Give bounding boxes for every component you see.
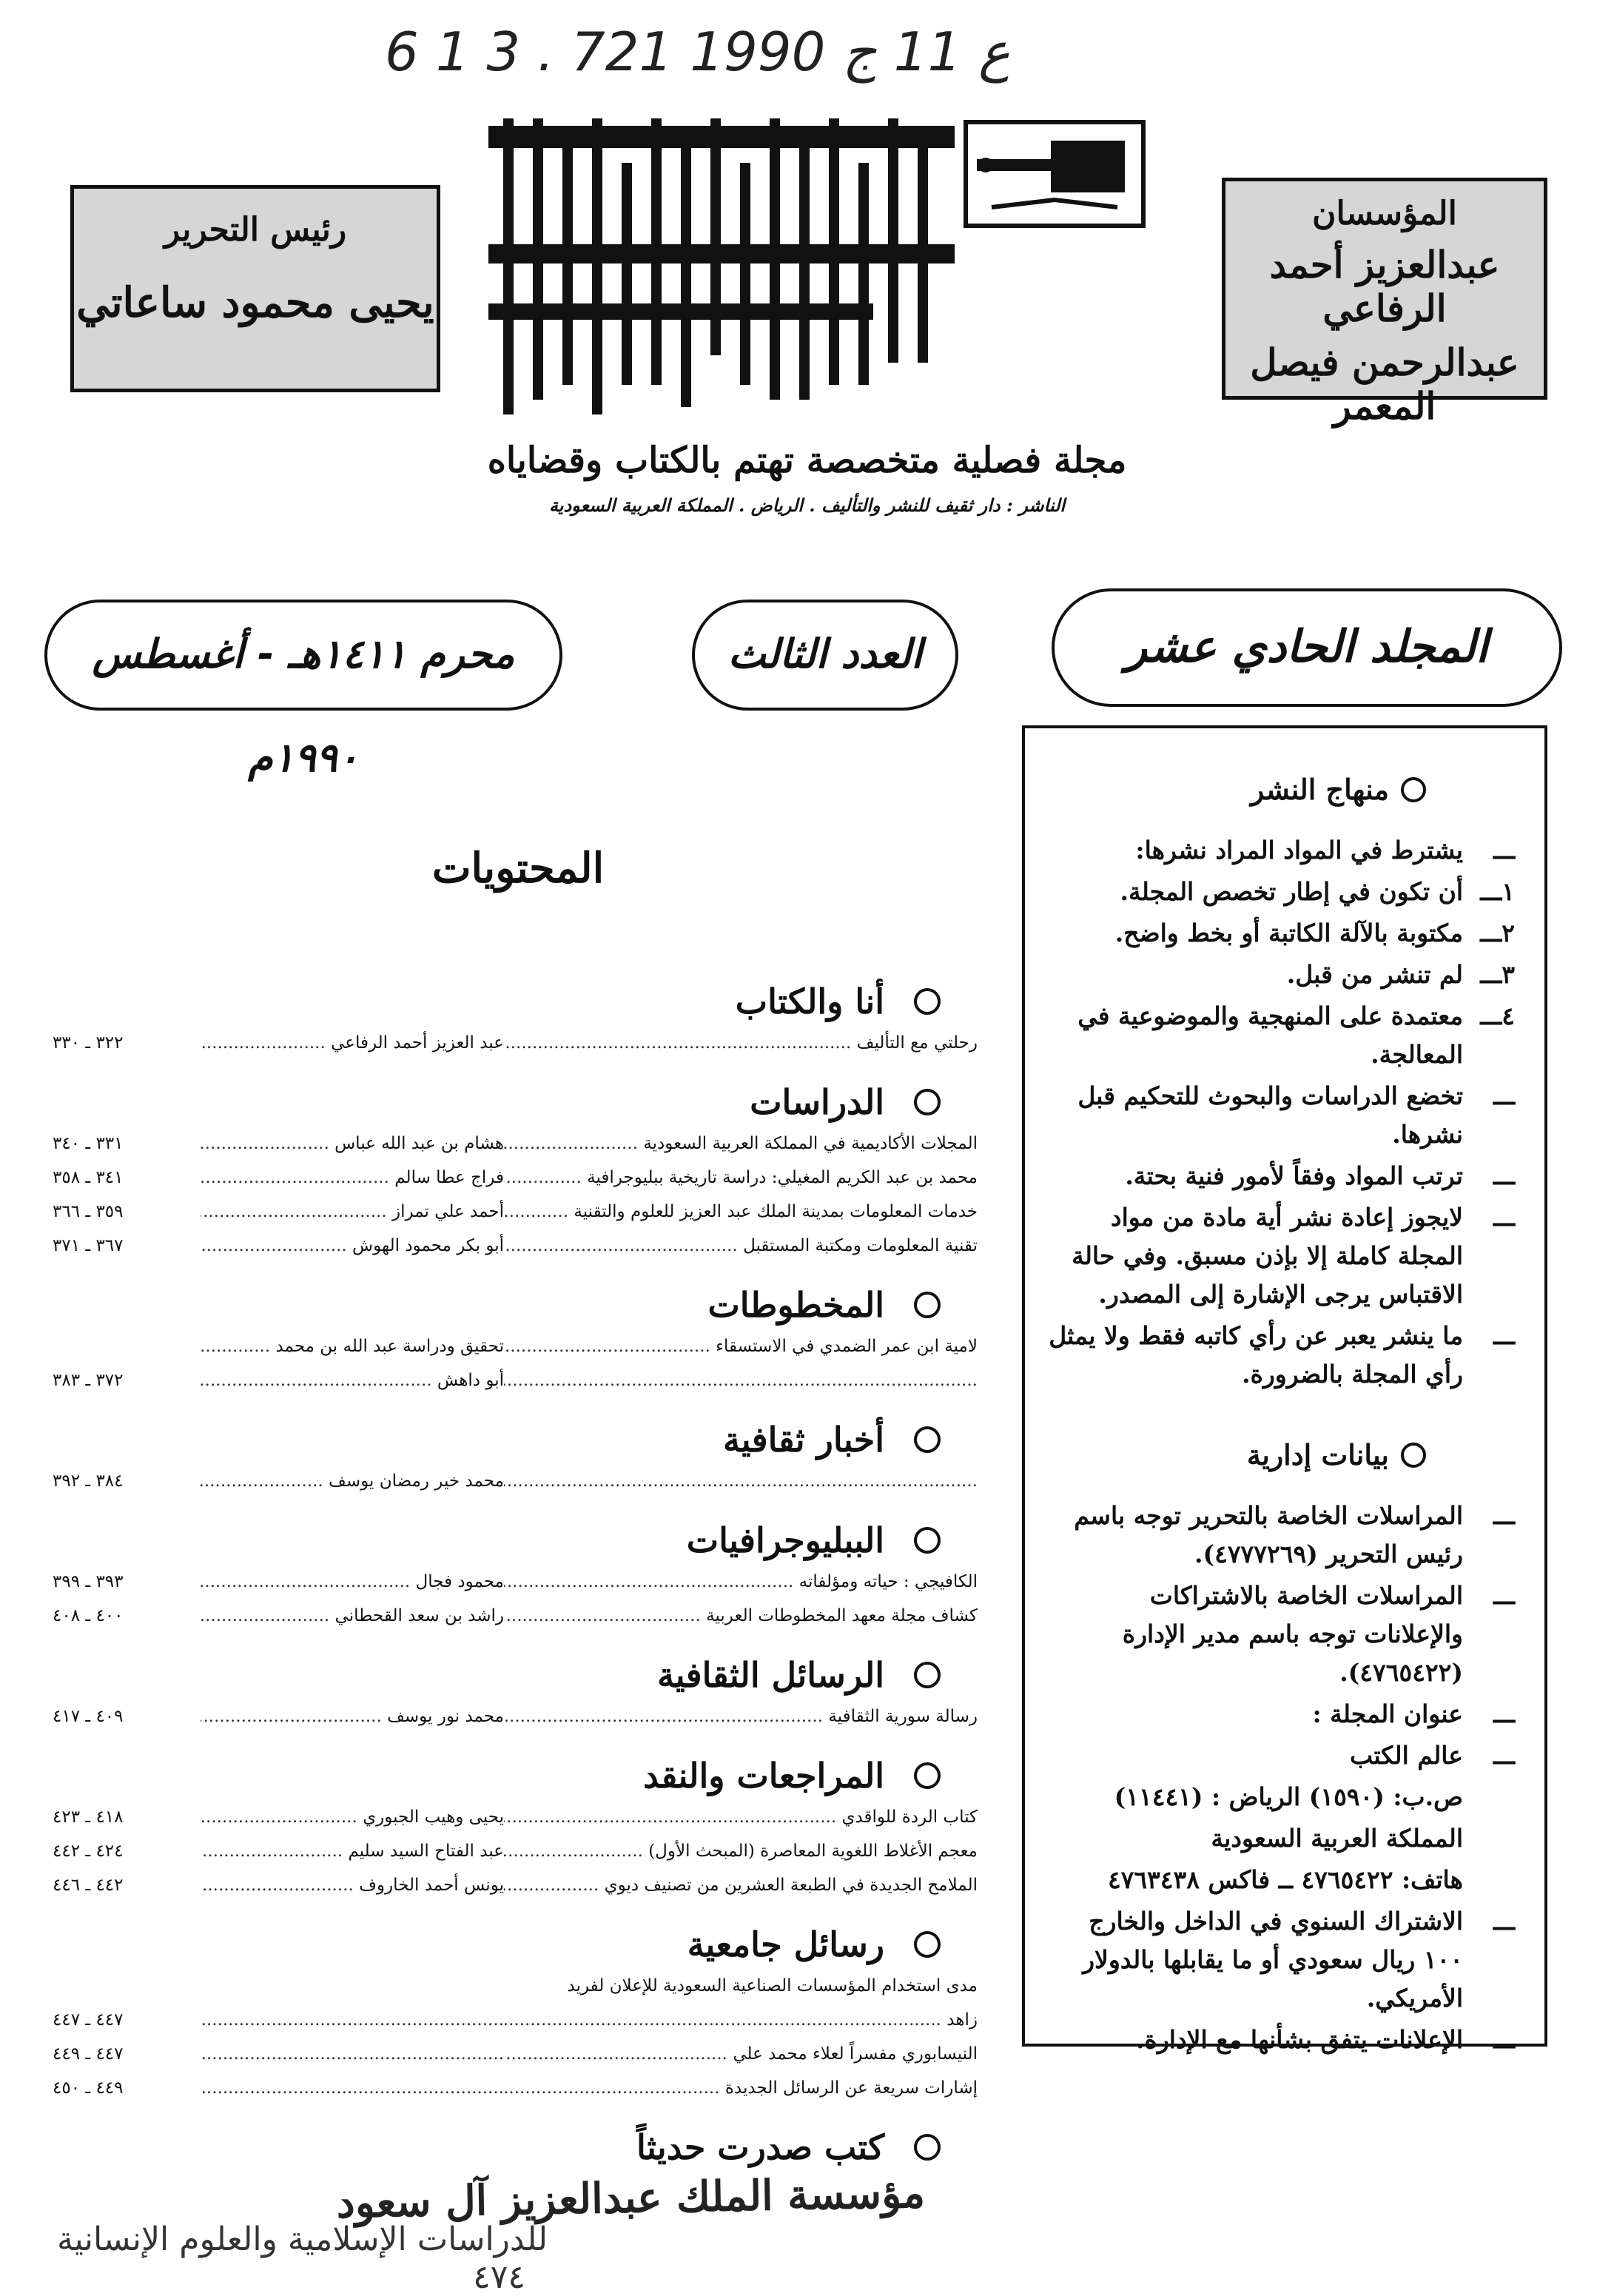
entry-author: راشد بن سعد القحطاني ..... [201,1599,504,1633]
item-text: المراسلات الخاصة بالتحرير توجه باسم رئيس التحرير (٤٧٧٧٢٦٩). [1074,1501,1463,1568]
list-item [1047,956,1515,994]
contents-entry [38,2037,978,2071]
entry-pages: ٤٤٧ ـ ٤٤٧ [53,2010,124,2030]
item-marker [1463,1861,1515,1899]
entry-author: محمود فجال ..... [201,1565,504,1599]
list-item [1047,1778,1515,1816]
entry-pages: ٣٣١ ـ ٣٤٠ [53,1134,124,1153]
list-item [1047,1695,1515,1733]
list-item [1047,1198,1515,1314]
section-title: كتب صدرت حديثاً [636,2127,884,2167]
contents-section-heading [38,1651,978,1699]
contents-entry [38,1599,978,1633]
publisher-line: الناشر : دار ثقيف للنشر والتأليف . الرياض . المملكة العربية السعودية [548,494,1066,516]
contents-section-heading [38,1516,978,1565]
volume-oval: المجلد الحادي عشر [1052,588,1562,707]
item-marker: ١ـــ [1480,877,1515,906]
entry-author: فراج عطا سالم ..... [201,1161,504,1195]
founder-name-1: عبدالعزيز أحمد الرفاعي [1269,243,1500,330]
entry-pages: ٣٨٤ ـ ٣٩٢ [53,1471,124,1491]
list-item [1047,1902,1515,2018]
entry-pages: ٤٢٤ ـ ٤٤٢ [53,1842,124,1861]
list-item [1047,914,1515,953]
circle-bullet-icon [914,1292,941,1318]
entry-title: الكافيجي : حياته ومؤلفاته ..... [504,1565,978,1599]
section-spacer [38,2105,978,2123]
item-marker: ٣ـــ [1480,960,1515,989]
section-title: رسائل جامعية [687,1924,884,1964]
publishing-policy-heading [1047,773,1515,806]
list-item [1047,1736,1515,1775]
entry-author: تحقيق ودراسة عبد الله بن محمد ..... [201,1329,504,1363]
masthead-text: عالم الكتب [719,403,724,404]
list-item [1047,1157,1515,1195]
entry-pages: ٤١٨ ـ ٤٢٣ [53,1807,124,1827]
item-text: ص.ب: (١٥٩٠) الرياض : (١١٤٤١) [1114,1782,1463,1811]
entry-pages: ٣٢٢ ـ ٣٣٠ [53,1033,124,1053]
table-of-contents [38,977,978,2172]
contents-entry [38,1026,978,1060]
entry-pages: ٣٩٣ ـ ٣٩٩ [53,1572,124,1591]
entry-pages: ٣٧٢ ـ ٣٨٣ [53,1371,124,1390]
entry-author: عبد الفتاح السيد سليم ..... [201,1834,504,1868]
list-item [1047,997,1515,1074]
admin-info-title: بيانات إدارية [1246,1438,1389,1471]
section-title: المراجعات والنقد [643,1756,884,1796]
item-text: هاتف: ٤٧٦٥٤٢٢ ــ فاكس ٤٧٦٣٤٣٨ [1107,1865,1463,1894]
item-text: لم تنشر من قبل. [1286,960,1463,989]
section-spacer [38,1060,978,1078]
item-marker [1463,1778,1515,1816]
archive-reference-line: 6 1 3 . ع 11 ج 1990 721 [385,21,1011,83]
section-title: الببليوجرافيات [686,1520,884,1560]
entry-author: هشام بن عبد الله عباس ..... [201,1127,504,1161]
entry-pages: ٣٦٧ ـ ٣٧١ [53,1236,124,1255]
entry-author: يحيى وهيب الجبوري ..... [201,1800,504,1834]
item-text: الإعلانات يتفق بشأنها مع الإدارة. [1136,2025,1463,2054]
circle-bullet-icon [914,1931,941,1958]
contents-section-heading [38,1078,978,1127]
stamp-page-number: ٤٧٤ [473,2258,525,2296]
item-text: أن تكون في إطار تخصص المجلة. [1120,877,1463,906]
stamp-line-1: مؤسسة الملك عبدالعزيز آل سعود [336,2168,926,2228]
entry-pages: ٤٠٩ ـ ٤١٧ [53,1707,124,1726]
contents-section-heading [38,1751,978,1800]
contents-entry [38,1868,978,1902]
entry-author: أبو بكر محمود الهوش ..... [201,1229,504,1263]
stamp-line-2-wrap [30,2221,548,2296]
editor-in-chief-box [70,185,440,392]
item-marker: ـــ [1493,1203,1515,1232]
entry-title: محمد بن عبد الكريم المغيلي: دراسة تاريخية ببليوجرافية ..... [504,1161,978,1195]
founder-name-2: عبدالرحمن فيصل المعمر [1250,340,1519,428]
item-marker: ـــ [1493,1501,1515,1530]
issue-date-oval: محرم ١٤١١هـ - أغسطس ١٩٩٠م [44,600,562,711]
circle-bullet-icon [914,2134,941,2161]
issue-number-oval: العدد الثالث [692,600,958,711]
contents-entry [38,1195,978,1229]
section-spacer [38,1498,978,1516]
contents-section-heading [38,1280,978,1329]
list-item [1047,1497,1515,1574]
item-text: المراسلات الخاصة بالاشتراكات والإعلانات توجه باسم مدير الإدارة (٤٧٦٥٤٢٢). [1122,1581,1463,1687]
contents-entry [38,1127,978,1161]
item-marker: ٢ـــ [1480,919,1515,947]
masthead-logo [488,118,955,414]
circle-bullet-icon [914,1662,941,1688]
circle-bullet-icon [914,1527,941,1554]
section-title: أنا والكتاب [735,981,884,1021]
entry-author [201,2071,504,2105]
entry-title: كشاف مجلة معهد المخطوطات العربية ..... [504,1599,978,1633]
contents-section-heading [38,977,978,1026]
entry-title: معجم الأغلاط اللغوية المعاصرة (المبحث الأول) ..... [504,1834,978,1868]
entry-author: محمد نور يوسف ..... [201,1699,504,1733]
entry-title: إشارات سريعة عن الرسائل الجديدة ..... [504,2071,978,2105]
item-marker: ـــ [1493,1161,1515,1190]
item-text: لايجوز إعادة نشر أية مادة من مواد المجلة كاملة إلا بإذن مسبق. وفي حالة الاقتباس يرجى الإشارة إلى المصدر. [1072,1203,1463,1309]
item-marker: ـــ [1493,1699,1515,1728]
section-spacer [38,1397,978,1415]
contents-entry [38,1800,978,1834]
contents-entry [38,1834,978,1868]
list-item [1047,831,1515,870]
item-text: المملكة العربية السعودية [1211,1824,1463,1853]
item-text: عالم الكتب [1349,1741,1463,1770]
contents-section-heading [38,1415,978,1464]
contents-entry [38,1565,978,1599]
entry-title: زاهد ..... [504,2003,978,2037]
item-marker: ـــ [1493,836,1515,865]
entry-pages: ٤٤٧ ـ ٤٤٩ [53,2044,124,2064]
item-marker: ـــ [1493,1321,1515,1350]
section-title: الرسائل الثقافية [657,1655,884,1695]
section-title: المخطوطات [707,1285,884,1325]
section-spacer [38,1902,978,1920]
item-text: ترتب المواد وفقاً لأمور فنية بحتة. [1125,1161,1463,1190]
list-item [1047,873,1515,911]
entry-title: خدمات المعلومات بمدينة الملك عبد العزيز للعلوم والتقنية ..... [504,1195,978,1229]
editor-name: يحيى محمود ساعاتي [76,278,434,327]
contents-entry [38,1699,978,1733]
entry-title: لامية ابن عمر الضمدي في الاستسقاء ..... [504,1329,978,1363]
contents-entry [38,2003,978,2037]
section-spacer [38,1263,978,1280]
entry-author: يونس أحمد الخاروف ..... [201,1868,504,1902]
entry-pages: ٤٤٩ ـ ٤٥٠ [53,2078,124,2098]
entry-author [201,2003,504,2037]
list-item [1047,1077,1515,1154]
circle-bullet-icon [914,1762,941,1789]
list-item [1047,1861,1515,1899]
item-text: ما ينشر يعبر عن رأي كاتبه فقط ولا يمثل رأي المجلة بالضرورة. [1049,1321,1463,1389]
contents-entry [38,1161,978,1195]
entry-title: كتاب الردة للواقدي ..... [504,1800,978,1834]
admin-info-list [1047,1497,1515,2059]
stamp-line-2: للدراسات الإسلامية والعلوم الإنسانية [56,2221,548,2258]
item-text: عنوان المجلة : [1312,1699,1463,1728]
item-text: تخضع الدراسات والبحوث للتحكيم قبل نشرها. [1077,1081,1463,1149]
editor-label: رئيس التحرير [164,211,347,249]
journal-subtitle: مجلة فصلية متخصصة تهتم بالكتاب وقضاياه [487,440,1127,481]
entry-pages: ٣٤١ ـ ٣٥٨ [53,1168,124,1187]
item-marker: ـــ [1493,1907,1515,1936]
entry-author: محمد خير رمضان يوسف ..... [201,1464,504,1498]
publishing-policy-title: منهاج النشر [1250,773,1389,806]
contents-entry [38,1363,978,1397]
contents-entry [38,1464,978,1498]
hand-book-emblem-icon [962,118,1147,229]
entry-title: تقنية المعلومات ومكتبة المستقبل ..... [504,1229,978,1263]
info-sidebar [1022,725,1547,2054]
section-spacer [38,1633,978,1651]
circle-bullet-icon [914,1089,941,1115]
entry-pages: ٤٤٢ ـ ٤٤٦ [53,1876,124,1895]
circle-bullet-icon [1401,1443,1426,1468]
item-text: الاشتراك السنوي في الداخل والخارج ١٠٠ ريال سعودي أو ما يقابلها بالدولار الأمريكي. [1083,1907,1463,2013]
contents-section-heading [38,2123,978,2172]
item-marker: ـــ [1493,2025,1515,2054]
contents-entry [38,2071,978,2105]
entry-pages: ٤٠٠ ـ ٤٠٨ [53,1606,124,1625]
founders-box [1222,178,1547,428]
entry-title: النيسابوري مفسراً لعلاء محمد علي ..... [504,2037,978,2071]
entry-author: أحمد علي تمراز ..... [201,1195,504,1229]
list-item [1047,1577,1515,1692]
entry-title: المجلات الأكاديمية في المملكة العربية السعودية ..... [504,1127,978,1161]
circle-bullet-icon [914,1426,941,1453]
item-text: معتمدة على المنهجية والموضوعية في المعالجة. [1077,1001,1463,1069]
admin-info-heading [1047,1438,1515,1471]
item-marker: ٤ـــ [1480,1001,1515,1030]
contents-entry [38,1969,978,2003]
item-text: يشترط في المواد المراد نشرها: [1135,836,1463,865]
entry-title: رحلتي مع التأليف ..... [504,1026,978,1060]
section-title: أخبار ثقافية [723,1420,884,1460]
entry-title: الملامح الجديدة في الطبعة العشرين من تصنيف ديوي ..... [504,1868,978,1902]
item-text: مكتوبة بالآلة الكاتبة أو بخط واضح. [1114,919,1463,947]
item-marker: ـــ [1493,1581,1515,1610]
contents-entry [38,1229,978,1263]
entry-author: عبد العزيز أحمد الرفاعي ..... [201,1026,504,1060]
section-spacer [38,1733,978,1751]
publishing-policy-list [1047,831,1515,1394]
entry-pages: ٣٥٩ ـ ٣٦٦ [53,1202,124,1221]
list-item [1047,1819,1515,1858]
entry-author [201,2037,504,2071]
contents-section-heading [38,1920,978,1969]
list-item [1047,2021,1515,2059]
entry-title: رسالة سورية الثقافية ..... [504,1699,978,1733]
list-item [1047,1317,1515,1394]
entry-title: مدى استخدام المؤسسات الصناعية السعودية للإعلان لفريد [567,1976,978,1995]
item-marker: ـــ [1493,1741,1515,1770]
founders-label: المؤسسان [1312,195,1457,232]
item-marker [1463,1819,1515,1858]
entry-author: أبو داهش ..... [201,1363,504,1397]
circle-bullet-icon [1401,777,1426,802]
entry-title [504,1363,978,1397]
item-marker: ـــ [1493,1081,1515,1110]
contents-title: المحتويات [431,844,605,893]
section-title: الدراسات [750,1082,884,1122]
circle-bullet-icon [914,988,941,1015]
entry-title [504,1464,978,1498]
contents-entry [38,1329,978,1363]
